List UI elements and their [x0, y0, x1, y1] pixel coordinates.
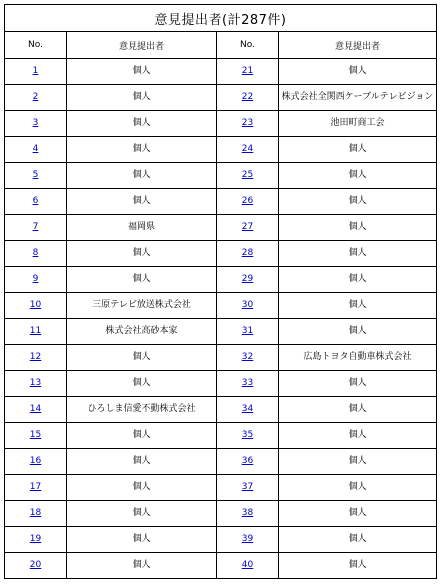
submitter-name-right: 個人	[279, 527, 437, 553]
submitter-name-right: 個人	[279, 475, 437, 501]
entry-number-link-right[interactable]: 31	[241, 326, 254, 336]
submitter-name-left: 個人	[67, 449, 217, 475]
entry-number-cell	[217, 85, 279, 111]
submitter-name-right: 個人	[279, 553, 437, 579]
entry-number-link-right[interactable]: 35	[241, 430, 254, 440]
submitter-name-right: 個人	[279, 137, 437, 163]
entry-number-link-left[interactable]: 11	[29, 326, 42, 336]
entry-number-cell	[5, 397, 67, 423]
entry-number-cell	[217, 163, 279, 189]
submitter-name-right: 個人	[279, 189, 437, 215]
table-row	[5, 163, 437, 189]
table-row	[5, 345, 437, 371]
entry-number-cell	[217, 553, 279, 579]
entry-number-cell	[217, 527, 279, 553]
submitter-name-left: 個人	[67, 475, 217, 501]
entry-number-cell	[217, 241, 279, 267]
entry-number-cell	[5, 293, 67, 319]
entry-number-cell	[217, 501, 279, 527]
header-submitter-left: 意見提出者	[67, 32, 217, 59]
entry-number-link-right[interactable]: 33	[241, 378, 254, 388]
table-row	[5, 501, 437, 527]
entry-number-cell	[217, 475, 279, 501]
table-row	[5, 111, 437, 137]
submitter-name-right: 個人	[279, 423, 437, 449]
table-row	[5, 59, 437, 85]
entry-number-cell	[217, 215, 279, 241]
entry-number-link-left[interactable]: 2	[32, 92, 39, 102]
title-row	[5, 5, 437, 32]
submitter-name-left: 個人	[67, 85, 217, 111]
submitter-name-right: 広島トヨタ自動車株式会社	[279, 345, 437, 371]
submitter-name-right: 個人	[279, 371, 437, 397]
submitters-table	[4, 4, 437, 579]
entry-number-cell	[5, 163, 67, 189]
table-row	[5, 475, 437, 501]
submitter-name-right: 個人	[279, 59, 437, 85]
entry-number-link-right[interactable]: 21	[241, 66, 254, 76]
entry-number-cell	[217, 111, 279, 137]
entry-number-link-left[interactable]: 16	[29, 456, 42, 466]
entry-number-link-right[interactable]: 34	[241, 404, 254, 414]
entry-number-link-right[interactable]: 28	[241, 248, 254, 258]
submitter-name-left: 三原テレビ放送株式会社	[67, 293, 217, 319]
entry-number-cell	[5, 475, 67, 501]
entry-number-link-left[interactable]: 1	[32, 66, 39, 76]
submitter-name-right: 個人	[279, 215, 437, 241]
table-row	[5, 267, 437, 293]
submitter-name-left: 個人	[67, 267, 217, 293]
entry-number-link-left[interactable]: 14	[29, 404, 42, 414]
table-row	[5, 189, 437, 215]
table-row	[5, 553, 437, 579]
entry-number-link-left[interactable]: 17	[29, 482, 42, 492]
entry-number-cell	[217, 189, 279, 215]
entry-number-cell	[217, 59, 279, 85]
submitter-name-right: 個人	[279, 267, 437, 293]
entry-number-link-right[interactable]: 40	[241, 560, 254, 570]
table-row	[5, 527, 437, 553]
entry-number-cell	[217, 267, 279, 293]
table-row	[5, 137, 437, 163]
entry-number-link-right[interactable]: 26	[241, 196, 254, 206]
entry-number-cell	[5, 189, 67, 215]
entry-number-cell	[5, 85, 67, 111]
entry-number-cell	[217, 137, 279, 163]
submitter-name-left: ひろしま信愛不動株式会社	[67, 397, 217, 423]
table-title: 意見提出者(計287件)	[5, 5, 437, 32]
entry-number-cell	[217, 423, 279, 449]
entry-number-cell	[5, 137, 67, 163]
entry-number-link-right[interactable]: 29	[241, 274, 254, 284]
header-row	[5, 32, 437, 59]
entry-number-link-right[interactable]: 39	[241, 534, 254, 544]
entry-number-link-left[interactable]: 6	[32, 196, 39, 206]
submitter-name-right: 個人	[279, 501, 437, 527]
entry-number-cell	[5, 371, 67, 397]
entry-number-link-left[interactable]: 13	[29, 378, 42, 388]
entry-number-cell	[5, 553, 67, 579]
entry-number-link-right[interactable]: 27	[241, 222, 254, 232]
entry-number-link-right[interactable]: 30	[241, 300, 254, 310]
submitter-name-right: 個人	[279, 319, 437, 345]
entry-number-cell	[5, 345, 67, 371]
submitter-name-left: 福岡県	[67, 215, 217, 241]
entry-number-cell	[5, 215, 67, 241]
submitter-name-left: 個人	[67, 137, 217, 163]
table-row	[5, 293, 437, 319]
entry-number-cell	[217, 371, 279, 397]
entry-number-link-right[interactable]: 36	[241, 456, 254, 466]
entry-number-link-left[interactable]: 10	[29, 300, 42, 310]
entry-number-cell	[217, 293, 279, 319]
table-row	[5, 371, 437, 397]
submitter-name-left: 個人	[67, 501, 217, 527]
entry-number-link-left[interactable]: 4	[32, 144, 39, 154]
submitter-name-left: 個人	[67, 345, 217, 371]
submitter-name-right: 池田町商工会	[279, 111, 437, 137]
submitter-name-right: 個人	[279, 397, 437, 423]
entry-number-cell	[5, 423, 67, 449]
entry-number-cell	[5, 527, 67, 553]
submitter-name-left: 個人	[67, 111, 217, 137]
table-row	[5, 215, 437, 241]
entry-number-link-left[interactable]: 5	[32, 170, 39, 180]
submitter-name-right: 個人	[279, 163, 437, 189]
entry-number-cell	[217, 397, 279, 423]
entry-number-cell	[5, 59, 67, 85]
submitter-name-left: 株式会社高砂本家	[67, 319, 217, 345]
submitter-name-right: 個人	[279, 241, 437, 267]
submitter-name-left: 個人	[67, 163, 217, 189]
submitter-name-left: 個人	[67, 423, 217, 449]
entry-number-link-right[interactable]: 22	[241, 92, 254, 102]
table-row	[5, 423, 437, 449]
entry-number-link-left[interactable]: 19	[29, 534, 42, 544]
entry-number-cell	[5, 241, 67, 267]
table-row	[5, 319, 437, 345]
submitter-name-left: 個人	[67, 189, 217, 215]
entry-number-link-left[interactable]: 20	[29, 560, 42, 570]
entry-number-cell	[5, 449, 67, 475]
header-no-right: No.	[217, 32, 279, 59]
entry-number-link-right[interactable]: 23	[241, 118, 254, 128]
entry-number-link-right[interactable]: 25	[241, 170, 254, 180]
entry-number-cell	[5, 111, 67, 137]
submitter-name-left: 個人	[67, 553, 217, 579]
entry-number-link-right[interactable]: 37	[241, 482, 254, 492]
submitter-name-left: 個人	[67, 241, 217, 267]
table-row	[5, 397, 437, 423]
entry-number-link-left[interactable]: 3	[32, 118, 39, 128]
entry-number-link-right[interactable]: 38	[241, 508, 254, 518]
entry-number-link-left[interactable]: 12	[29, 352, 42, 362]
entry-number-cell	[217, 449, 279, 475]
entry-number-link-left[interactable]: 7	[32, 222, 39, 232]
submitter-name-right: 株式会社全関西ケーブルテレビジョン	[279, 85, 437, 111]
entry-number-cell	[217, 345, 279, 371]
entry-number-cell	[5, 267, 67, 293]
entry-number-link-left[interactable]: 18	[29, 508, 42, 518]
submitter-name-left: 個人	[67, 371, 217, 397]
table-row	[5, 85, 437, 111]
header-no-left: No.	[5, 32, 67, 59]
entry-number-cell	[217, 319, 279, 345]
submitter-name-right: 個人	[279, 449, 437, 475]
entry-number-link-left[interactable]: 9	[32, 274, 39, 284]
entry-number-cell	[5, 319, 67, 345]
entry-number-link-right[interactable]: 32	[241, 352, 254, 362]
header-submitter-right: 意見提出者	[279, 32, 437, 59]
entry-number-link-left[interactable]: 15	[29, 430, 42, 440]
table-row	[5, 449, 437, 475]
submitter-name-left: 個人	[67, 59, 217, 85]
submitter-name-left: 個人	[67, 527, 217, 553]
entry-number-link-right[interactable]: 24	[241, 144, 254, 154]
submitter-name-right: 個人	[279, 293, 437, 319]
table-row	[5, 241, 437, 267]
entry-number-link-left[interactable]: 8	[32, 248, 39, 258]
entry-number-cell	[5, 501, 67, 527]
